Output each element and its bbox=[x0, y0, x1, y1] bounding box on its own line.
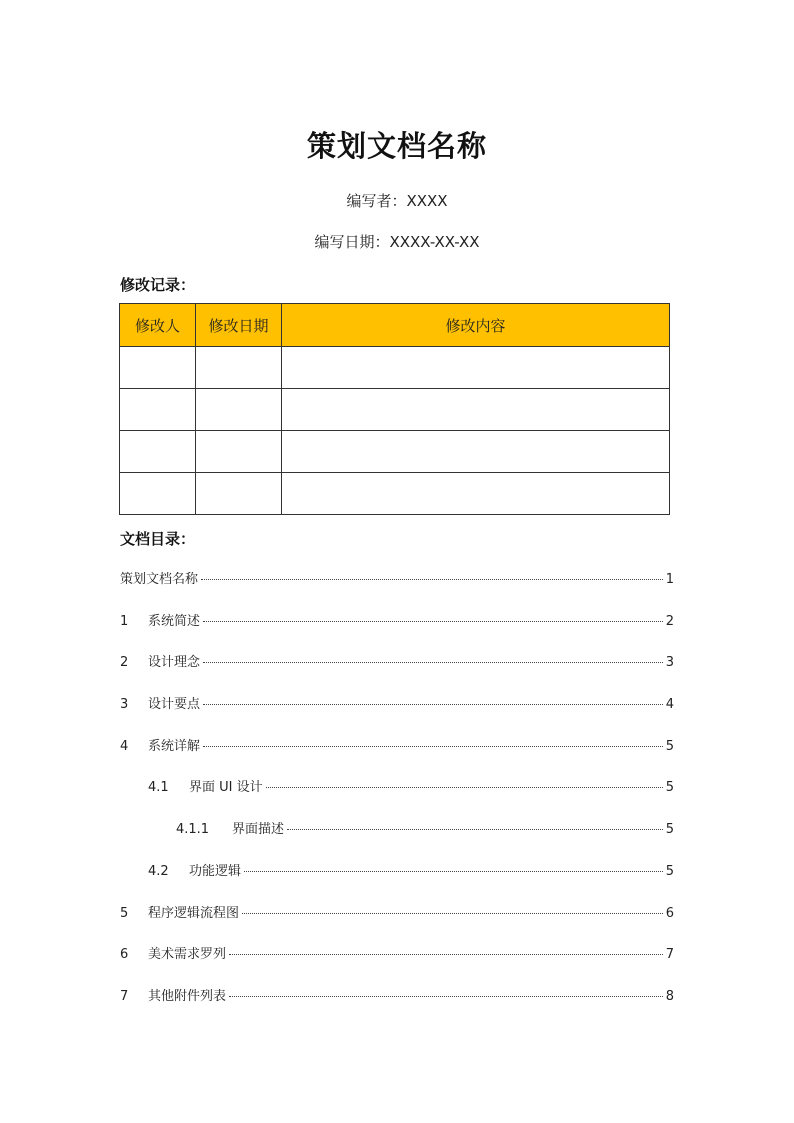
revision-header-row bbox=[120, 304, 670, 347]
toc-entry[interactable] bbox=[120, 860, 674, 902]
toc-number: 7 bbox=[120, 988, 129, 1004]
toc-leader bbox=[242, 913, 663, 914]
toc-leader bbox=[203, 704, 663, 705]
toc-page-number: 4 bbox=[665, 697, 674, 713]
toc-number: 4.1 bbox=[148, 780, 169, 796]
toc-leader bbox=[244, 871, 663, 872]
revision-heading: 修改记录： bbox=[120, 276, 196, 294]
column-header-date: 修改日期 bbox=[196, 304, 282, 347]
table-cell[interactable] bbox=[120, 347, 196, 389]
revision-table bbox=[119, 303, 670, 515]
table-cell[interactable] bbox=[120, 389, 196, 431]
toc-page-number: 6 bbox=[665, 905, 674, 921]
toc-title[interactable]: 美术需求罗列 bbox=[148, 947, 227, 963]
toc-title[interactable]: 界面描述 bbox=[232, 822, 285, 838]
table-cell[interactable] bbox=[196, 347, 282, 389]
table-cell[interactable] bbox=[120, 473, 196, 515]
toc-entry[interactable] bbox=[120, 651, 674, 693]
toc-number: 4.1.1 bbox=[176, 822, 210, 838]
toc-page-number: 1 bbox=[665, 572, 674, 587]
toc-number: 6 bbox=[120, 947, 129, 963]
table-cell[interactable] bbox=[282, 347, 670, 389]
toc-page-number: 8 bbox=[665, 988, 674, 1004]
toc-number: 1 bbox=[120, 613, 129, 629]
toc-entry[interactable] bbox=[120, 985, 674, 1027]
toc-list bbox=[120, 568, 674, 1027]
toc-page-number: 5 bbox=[665, 780, 674, 796]
toc-title[interactable]: 程序逻辑流程图 bbox=[148, 905, 240, 921]
toc-page-number: 2 bbox=[665, 613, 674, 629]
toc-title[interactable]: 设计要点 bbox=[148, 697, 201, 713]
toc-title[interactable]: 设计理念 bbox=[148, 655, 201, 671]
toc-page-number: 5 bbox=[665, 738, 674, 754]
date-line: 编写日期：XXXX-XX-XX bbox=[314, 233, 480, 251]
toc-title[interactable]: 系统详解 bbox=[148, 738, 201, 754]
toc-entry[interactable] bbox=[120, 735, 674, 777]
toc-number: 4.2 bbox=[148, 863, 169, 879]
toc-leader bbox=[229, 954, 663, 955]
toc-number: 4 bbox=[120, 738, 129, 754]
column-header-content: 修改内容 bbox=[282, 304, 670, 347]
toc-entry[interactable] bbox=[120, 776, 674, 818]
table-row bbox=[120, 473, 670, 515]
column-header-editor: 修改人 bbox=[120, 304, 196, 347]
toc-title[interactable]: 策划文档名称 bbox=[120, 572, 199, 587]
toc-number: 5 bbox=[120, 905, 129, 921]
toc-number: 3 bbox=[120, 697, 129, 713]
table-row bbox=[120, 431, 670, 473]
toc-entry[interactable] bbox=[120, 943, 674, 985]
table-cell[interactable] bbox=[120, 431, 196, 473]
toc-title[interactable]: 界面 UI 设计 bbox=[189, 780, 263, 796]
table-cell[interactable] bbox=[282, 389, 670, 431]
table-row bbox=[120, 347, 670, 389]
toc-heading: 文档目录： bbox=[120, 530, 196, 548]
table-row bbox=[120, 389, 670, 431]
toc-title[interactable]: 其他附件列表 bbox=[148, 988, 227, 1004]
toc-leader bbox=[203, 621, 663, 622]
toc-page-number: 3 bbox=[665, 655, 674, 671]
table-cell[interactable] bbox=[282, 431, 670, 473]
table-cell[interactable] bbox=[282, 473, 670, 515]
toc-page-number: 7 bbox=[665, 947, 674, 963]
author-line: 编写者：XXXX bbox=[346, 192, 448, 210]
toc-entry[interactable] bbox=[120, 902, 674, 944]
toc-number: 2 bbox=[120, 655, 129, 671]
toc-leader bbox=[229, 996, 663, 997]
toc-entry[interactable] bbox=[120, 610, 674, 652]
toc-page-number: 5 bbox=[665, 863, 674, 879]
table-cell[interactable] bbox=[196, 389, 282, 431]
table-cell[interactable] bbox=[196, 431, 282, 473]
toc-page-number: 5 bbox=[665, 822, 674, 838]
toc-entry[interactable] bbox=[120, 568, 674, 610]
toc-entry[interactable] bbox=[120, 693, 674, 735]
toc-leader bbox=[266, 787, 663, 788]
toc-entry[interactable] bbox=[120, 818, 674, 860]
toc-leader bbox=[201, 579, 663, 580]
toc-title[interactable]: 功能逻辑 bbox=[189, 863, 242, 879]
document-title: 策划文档名称 bbox=[306, 129, 487, 163]
table-cell[interactable] bbox=[196, 473, 282, 515]
toc-leader bbox=[287, 829, 663, 830]
toc-leader bbox=[203, 662, 663, 663]
toc-title[interactable]: 系统简述 bbox=[148, 613, 201, 629]
toc-leader bbox=[203, 746, 663, 747]
